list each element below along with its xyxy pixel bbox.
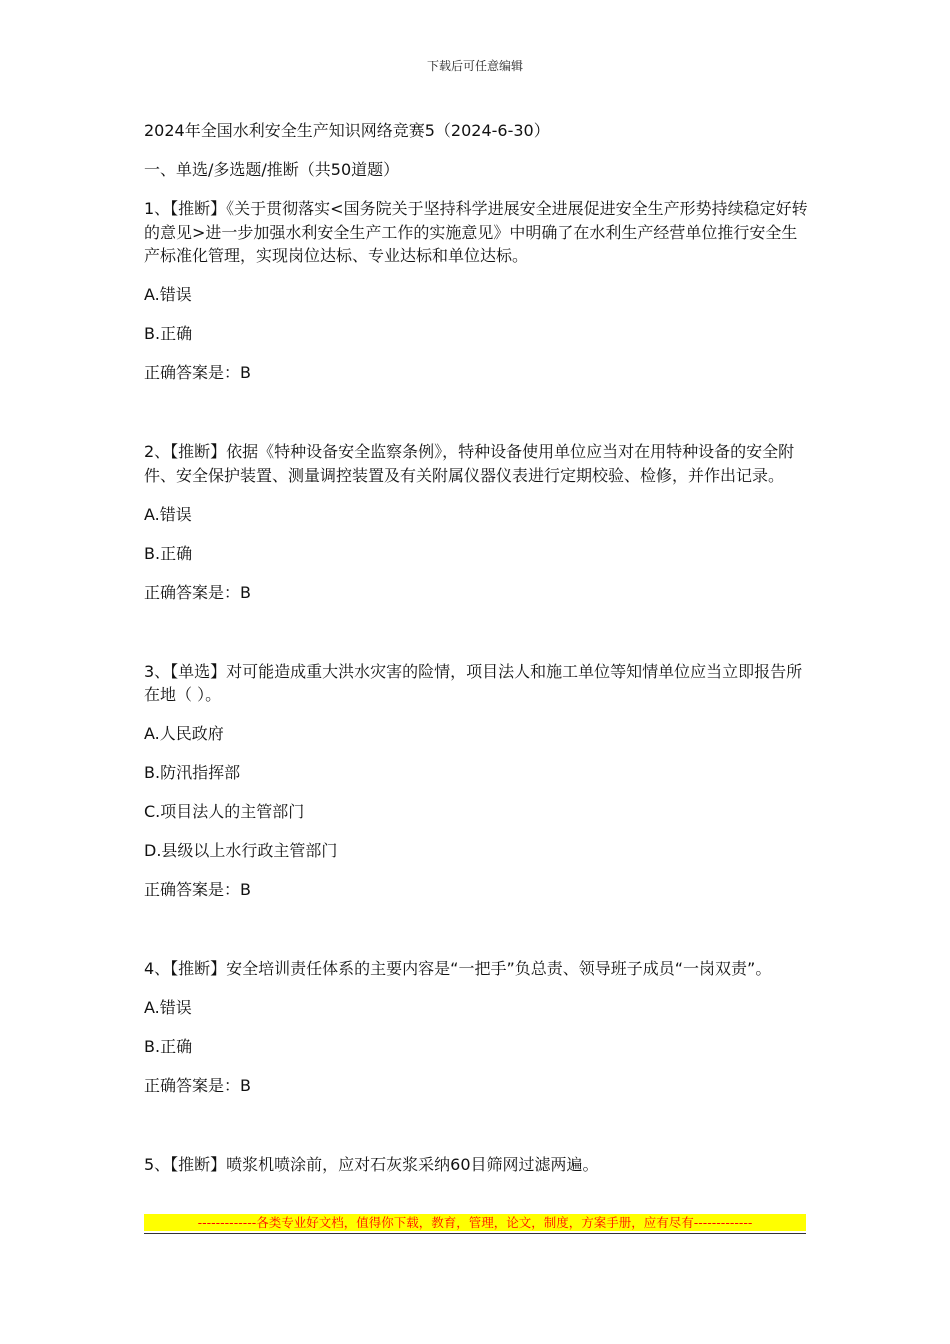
correct-answer: 正确答案是：B: [144, 582, 251, 602]
question-text: 1、【推断】《关于贯彻落实<国务院关于坚持科学进展安全进展促进安全生产形势持续稳定好转的意见>进一步加强水利安全生产工作的实施意见》中明确了在水利生产经营单位推行安全生产标准化管理，实现岗位达标、专业达标和单位达标。: [144, 199, 808, 265]
correct-answer: 正确答案是：B: [144, 1076, 251, 1095]
question-block: [144, 197, 808, 385]
question-text: 2、【推断】依据《特种设备安全监察条例》，特种设备使用单位应当对在用特种设备的安全附件、安全保护装置、测量调控装置及有关附属仪器仪表进行定期校验、检修，并作出记录。: [144, 442, 795, 485]
question-block: [144, 440, 808, 604]
option-a: A.错误: [144, 285, 192, 304]
option-c: C.项目法人的主管部门: [144, 802, 305, 821]
option-a: A.人民政府: [144, 724, 224, 743]
option-a: A.错误: [144, 504, 192, 524]
question-block: [144, 957, 808, 1098]
page-header-note: 下载后可任意编辑: [426, 59, 523, 73]
question-block: [144, 660, 808, 902]
option-b: B.正确: [144, 324, 193, 343]
document-title: 2024年全国水利安全生产知识网络竞赛5（2024-6-30）: [144, 121, 550, 140]
footer-banner: -------------各类专业好文档，值得你下载，教育，管理，论文，制度，方案手册，应有尽有-------------: [144, 1214, 806, 1231]
question-spacer: [144, 620, 808, 660]
question-text: 5、【推断】喷浆机喷涂前，应对石灰浆采纳60目筛网过滤两遍。: [144, 1155, 599, 1174]
option-a: A.错误: [144, 998, 192, 1017]
question-spacer: [144, 917, 808, 957]
correct-answer: 正确答案是：B: [144, 880, 251, 899]
question-block: [144, 1153, 808, 1177]
option-b: B.正确: [144, 543, 193, 563]
question-text: 3、【单选】对可能造成重大洪水灾害的险情，项目法人和施工单位等知情单位应当立即报告所在地（ ）。: [144, 661, 803, 704]
question-text: 4、【推断】安全培训责任体系的主要内容是“一把手”负总责、领导班子成员“一岗双责”。: [144, 959, 772, 978]
section-heading: 一、单选/多选题/推断（共50道题）: [144, 160, 400, 179]
option-b: B.正确: [144, 1037, 193, 1056]
question-spacer: [144, 1113, 808, 1153]
option-b: B.防汛指挥部: [144, 763, 241, 782]
question-spacer: [144, 400, 808, 440]
option-d: D.县级以上水行政主管部门: [144, 841, 338, 860]
correct-answer: 正确答案是：B: [144, 363, 251, 382]
footer-divider: [144, 1233, 806, 1234]
document-body: [144, 119, 808, 1192]
